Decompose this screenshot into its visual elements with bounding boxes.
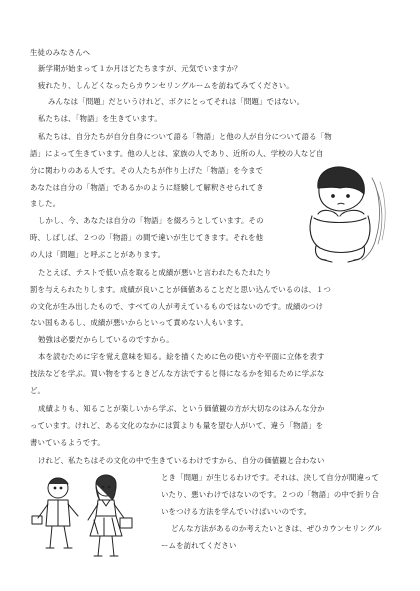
paragraph-line: いをつける方法を学んでいけばいいのです。 (161, 507, 312, 516)
paragraph-line: っています。けれど、ある文化のなかには質よりも量を望む人がいて、違う「物語」を (30, 421, 324, 430)
paragraph-line: 書いているようです。 (30, 438, 105, 447)
sitting-child-illustration (288, 158, 388, 266)
paragraph-line: 勉強は必要だからしているのですから。 (38, 335, 174, 344)
paragraph-line: 私たちは、「物語」を生きています。 (38, 114, 162, 123)
greeting: 生徒のみなさんへ (30, 48, 91, 57)
paragraph-line: いたり、悪いわけではないのです。２つの「物語」の中で折り合 (161, 490, 380, 499)
paragraph-line: の人は「問題」と呼ぶことがあります。 (30, 250, 166, 259)
paragraph-line: ームを訪れてください (161, 541, 237, 550)
paragraph-line: 罰を与えられたりします。成績が良いことが価値あることだと思い込んでいるのは、１つ (30, 285, 332, 294)
paragraph-line: ました。 (30, 199, 61, 208)
paragraph-line: 成績よりも、知ることが楽しいから学ぶ、という価値観の方が大切なのはみんな分か (38, 404, 325, 413)
paragraph-line: 疲れたり、しんどくなったらカウンセリングルームを訪ねてみてください。 (38, 81, 294, 90)
paragraph-line: 本を読むために字を覚え意味を知る。絵を描くために色の使い方や平面に立体を表す (38, 352, 325, 361)
paragraph-line: けれど、私たちはその文化の中で生きているわけですから、自分の価値観と合わない (38, 456, 325, 465)
paragraph-line: 分に関わりのある人です。その人たちが作り上げた「物語」を今まで (30, 166, 264, 175)
paragraph-line: ど。 (30, 386, 46, 395)
paragraph-line: 技法などを学ぶ。買い物をするときどんな方法ですると得になるかを知るために学ぶな (30, 369, 325, 378)
paragraph-line: あなたは自分の「物語」であるかのように経験して解釈させられてき (30, 183, 264, 192)
paragraph-line: たとえば、テストで低い点を取ると成績が悪いと言われたもたれたり (38, 268, 272, 277)
paragraph-line: みんなは「問題」だというけれど、ボクにとってそれは「問題」ではない。 (48, 97, 305, 106)
paragraph-line: とき「問題」が生じるわけです。それは、決して自分が間違って (161, 473, 380, 482)
paragraph-line: ない国もあるし、成績が悪いからといって責めない人もいます。 (30, 318, 249, 327)
paragraph-line: どんな方法があるのか考えたいときは、ぜひカウンセリングル (171, 524, 382, 533)
paragraph-line: しかし、今、あなたは自分の「物語」を綴ろうとしています。その (38, 216, 264, 225)
paragraph-line: 時、しばしば、２つの「物語」の間で違いが生じてきます。それを他 (30, 233, 264, 242)
paragraph-line: の文化が生み出したもので、すべての人が考えているものではないのです。成績のつけ (30, 302, 324, 311)
paragraph-line: 語」によって生きています。他の人とは、家族の人であり、近所の人、学校の人など自 (30, 149, 324, 158)
walking-students-illustration (24, 470, 152, 570)
paragraph-line: 新学期が始まって１か月ほどたちますが、元気でいますか？ (38, 64, 242, 73)
paragraph-line: 私たちは、自分たちが自分自身について語る「物語」と他の人が自分について語る「物 (38, 132, 332, 141)
